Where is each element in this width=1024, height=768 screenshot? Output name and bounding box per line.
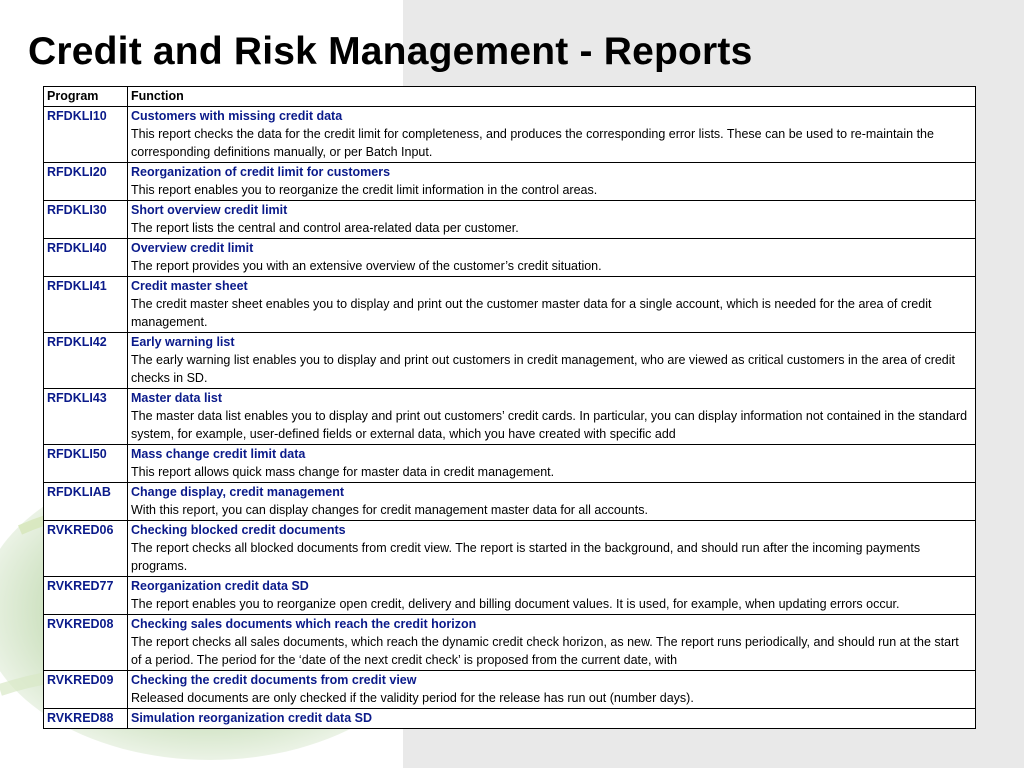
program-cell: RVKRED09: [44, 671, 128, 709]
table-row: [44, 277, 976, 333]
program-cell: RFDKLI41: [44, 277, 128, 333]
program-cell: RVKRED77: [44, 577, 128, 615]
function-cell: [128, 445, 976, 483]
table-row: [44, 389, 976, 445]
program-cell: RFDKLI43: [44, 389, 128, 445]
function-description: The credit master sheet enables you to display and print out the customer master data for a single account, which is needed for the area of credit management.: [131, 297, 932, 329]
table-row: [44, 107, 976, 163]
function-description: Released documents are only checked if the validity period for the release has run out (number days).: [131, 691, 694, 705]
function-cell: [128, 389, 976, 445]
program-cell: RVKRED06: [44, 521, 128, 577]
program-cell: RFDKLIAB: [44, 483, 128, 521]
function-cell: [128, 709, 976, 729]
function-name: Customers with missing credit data: [131, 109, 343, 123]
program-cell: RFDKLI20: [44, 163, 128, 201]
function-name: Checking the credit documents from credit view: [131, 673, 417, 687]
function-description: The early warning list enables you to display and print out customers in credit management, who are viewed as critical customers in the area of credit checks in SD.: [131, 353, 956, 385]
program-cell: RFDKLI40: [44, 239, 128, 277]
function-cell: [128, 239, 976, 277]
table-row: [44, 671, 976, 709]
reports-table: [43, 86, 976, 729]
function-name: Change display, credit management: [131, 485, 345, 499]
function-cell: [128, 577, 976, 615]
function-name: Mass change credit limit data: [131, 447, 306, 461]
function-description: The report checks all sales documents, which reach the dynamic credit check horizon, as new. The report runs periodically, and should run at the start of a period. The period for the ‘date of the next credit check’ is proposed from the current date, with: [131, 635, 959, 667]
function-cell: [128, 333, 976, 389]
table-row: [44, 239, 976, 277]
function-cell: [128, 163, 976, 201]
function-description: This report allows quick mass change for master data in credit management.: [131, 465, 555, 479]
program-cell: RFDKLI10: [44, 107, 128, 163]
function-name: Short overview credit limit: [131, 203, 288, 217]
function-description: This report checks the data for the credit limit for completeness, and produces the corresponding error lists. These can be used to re-maintain the corresponding definitions manually, or per Batch Input.: [131, 127, 934, 159]
function-name: Credit master sheet: [131, 279, 248, 293]
function-cell: [128, 201, 976, 239]
function-name: Reorganization of credit limit for customers: [131, 165, 391, 179]
table-row: [44, 521, 976, 577]
page-title: Credit and Risk Management - Reports: [28, 30, 753, 73]
function-cell: [128, 521, 976, 577]
function-name: Early warning list: [131, 335, 235, 349]
table-row: [44, 483, 976, 521]
function-cell: [128, 277, 976, 333]
program-cell: RFDKLI42: [44, 333, 128, 389]
program-cell: RFDKLI50: [44, 445, 128, 483]
table-header-row: [44, 87, 976, 107]
function-description: The report checks all blocked documents from credit view. The report is started in the background, and should run after the incoming payments programs.: [131, 541, 921, 573]
table-row: [44, 615, 976, 671]
function-description: The report lists the central and control area-related data per customer.: [131, 221, 519, 235]
column-header-function: Function: [128, 87, 976, 107]
table-row: [44, 201, 976, 239]
column-header-program: Program: [44, 87, 128, 107]
table-row: [44, 445, 976, 483]
function-name: Simulation reorganization credit data SD: [131, 711, 373, 725]
function-name: Overview credit limit: [131, 241, 254, 255]
function-name: Checking sales documents which reach the credit horizon: [131, 617, 477, 631]
program-cell: RVKRED88: [44, 709, 128, 729]
function-description: The report provides you with an extensive overview of the customer’s credit situation.: [131, 259, 602, 273]
table-row: [44, 577, 976, 615]
function-cell: [128, 615, 976, 671]
function-name: Master data list: [131, 391, 223, 405]
program-cell: RFDKLI30: [44, 201, 128, 239]
table-row: [44, 333, 976, 389]
function-cell: [128, 107, 976, 163]
table-row: [44, 709, 976, 729]
function-name: Checking blocked credit documents: [131, 523, 346, 537]
function-name: Reorganization credit data SD: [131, 579, 309, 593]
function-cell: [128, 671, 976, 709]
function-cell: [128, 483, 976, 521]
function-description: The master data list enables you to display and print out customers’ credit cards. In particular, you can display information not contained in the standard system, for example, user-defined fields or external data, which you have created with specific add: [131, 409, 968, 441]
table-row: [44, 163, 976, 201]
function-description: The report enables you to reorganize open credit, delivery and billing document values. It is used, for example, when updating errors occur.: [131, 597, 900, 611]
program-cell: RVKRED08: [44, 615, 128, 671]
function-description: With this report, you can display changes for credit management master data for all accounts.: [131, 503, 648, 517]
function-description: This report enables you to reorganize the credit limit information in the control areas.: [131, 183, 598, 197]
